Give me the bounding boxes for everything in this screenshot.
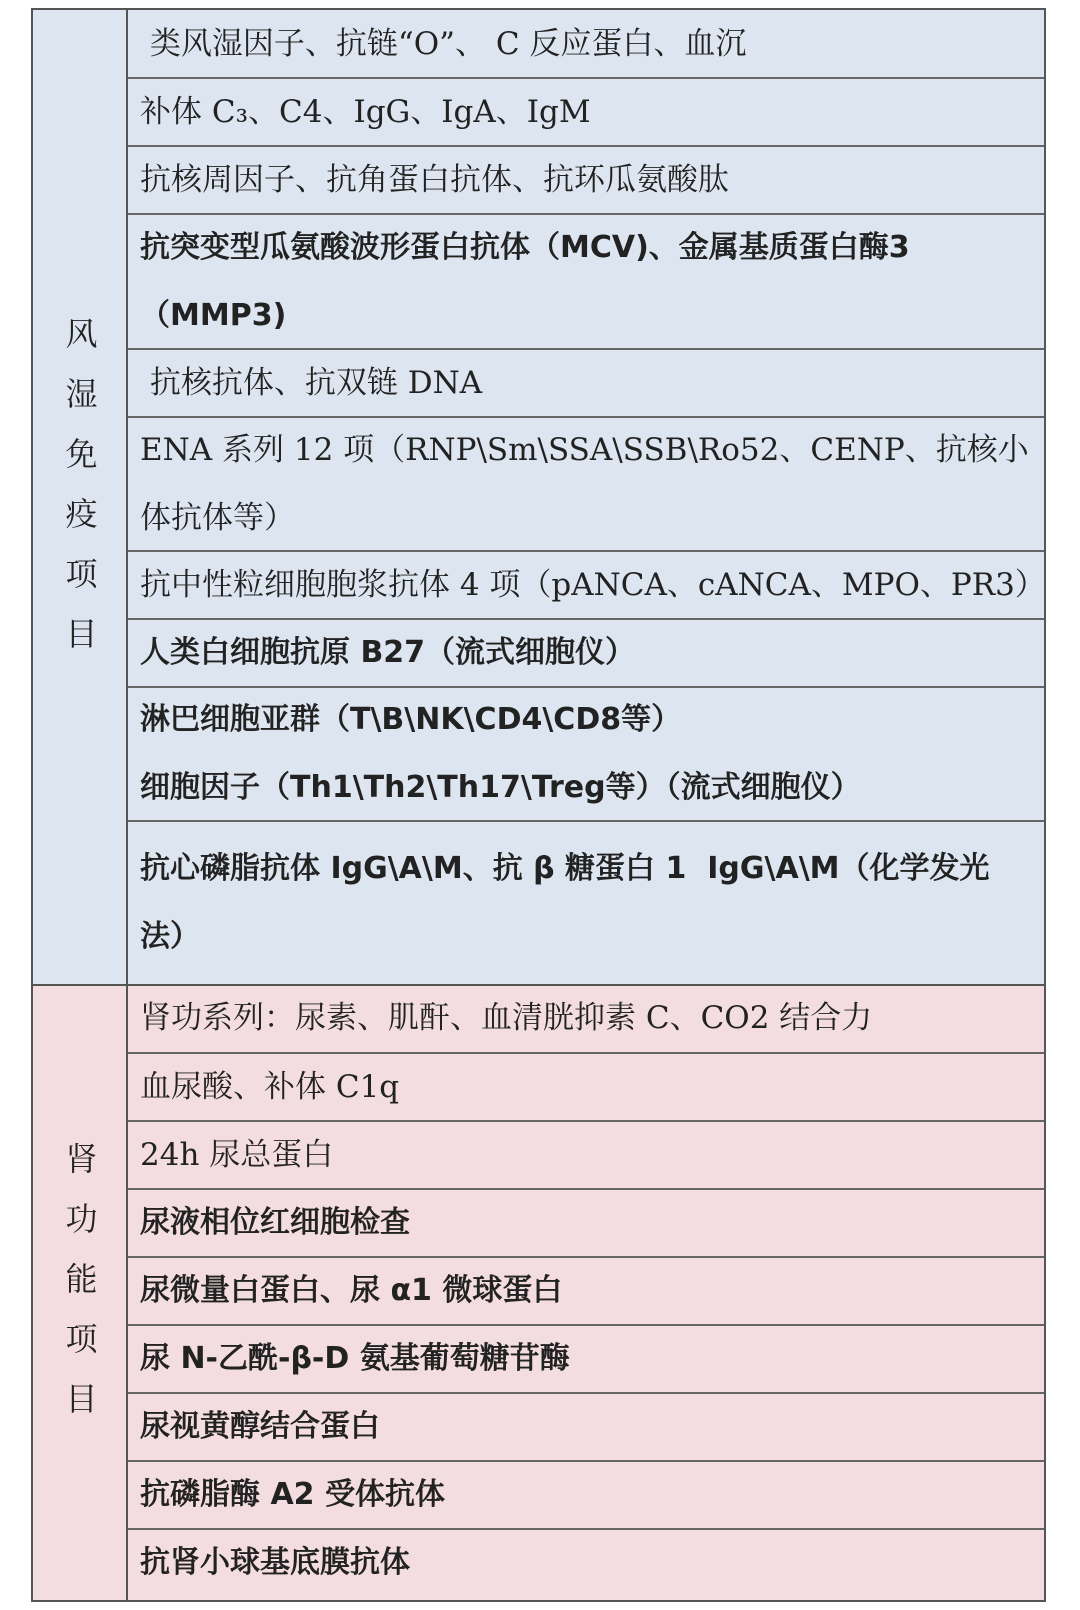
row-text: ENA 系列 12 项（RNP\Sm\SSA\SSB\Ro52、CENP、抗核小体抗体等） (140, 432, 1029, 536)
row-text: 人类白细胞抗原 B27（流式细胞仪） (140, 635, 636, 670)
row-text: 尿视黄醇结合蛋白 (140, 1409, 380, 1444)
rheumatology-label-cell (33, 10, 128, 984)
test-items-table (31, 8, 1046, 1602)
row-text: 尿微量白蛋白、尿 α1 微球蛋白 (140, 1273, 563, 1308)
row-text: 肾功系列：尿素、肌酐、血清胱抑素 C、CO2 结合力 (140, 1000, 873, 1036)
row-text: 补体 C₃、C4、IgG、IgA、IgM (140, 94, 591, 130)
kidney-rows (128, 984, 1044, 1600)
table-row (128, 1052, 1044, 1120)
table-row (128, 10, 1044, 77)
rheumatology-rows (128, 10, 1044, 984)
row-text: 尿液相位红细胞检查 (140, 1205, 410, 1240)
table-row (128, 1460, 1044, 1528)
table-row (128, 618, 1044, 686)
table-row (128, 1324, 1044, 1392)
rheumatology-section (33, 10, 1044, 984)
table-row (128, 145, 1044, 213)
rheumatology-section-label: 风湿免疫项目 (60, 317, 99, 677)
table-row (128, 1120, 1044, 1188)
section-divider (33, 984, 1044, 986)
row-text: 淋巴细胞亚群（T\B\NK\CD4\CD8等） 细胞因子（Th1\Th2\Th17\Treg等）（流式细胞仪） (140, 702, 861, 805)
table-row (128, 1528, 1044, 1596)
kidney-section-label: 肾功能项目 (60, 1142, 99, 1442)
table-row (128, 686, 1044, 820)
row-text: 抗核抗体、抗双链 DNA (140, 365, 483, 401)
row-text: 类风湿因子、抗链“O”、 C 反应蛋白、血沉 (140, 25, 747, 62)
table-row (128, 416, 1044, 550)
row-text: 抗肾小球基底膜抗体 (140, 1545, 410, 1580)
row-text: 24h 尿总蛋白 (140, 1137, 334, 1173)
table-row (128, 77, 1044, 145)
row-text: 抗心磷脂抗体 IgG\A\M、抗 β 糖蛋白 1 IgG\A\M（化学发光法） (140, 851, 990, 954)
table-row (128, 984, 1044, 1052)
table-row (128, 348, 1044, 416)
kidney-label-cell (33, 984, 128, 1600)
row-text: 抗中性粒细胞胞浆抗体 4 项（pANCA、cANCA、MPO、PR3） (140, 567, 1046, 603)
row-text: 抗磷脂酶 A2 受体抗体 (140, 1477, 445, 1512)
row-text: 血尿酸、补体 C1q (140, 1069, 400, 1105)
row-text: 抗突变型瓜氨酸波形蛋白抗体（MCV)、金属基质蛋白酶3（MMP3) (140, 229, 910, 333)
table-row (128, 1256, 1044, 1324)
table-row (128, 550, 1044, 618)
table-row (128, 213, 1044, 348)
table-row (128, 820, 1044, 984)
table-row (128, 1188, 1044, 1256)
row-text: 抗核周因子、抗角蛋白抗体、抗环瓜氨酸肽 (140, 162, 729, 198)
table-row (128, 1392, 1044, 1460)
row-text: 尿 N-乙酰-β-D 氨基葡萄糖苷酶 (140, 1341, 570, 1376)
kidney-function-section (33, 984, 1044, 1600)
